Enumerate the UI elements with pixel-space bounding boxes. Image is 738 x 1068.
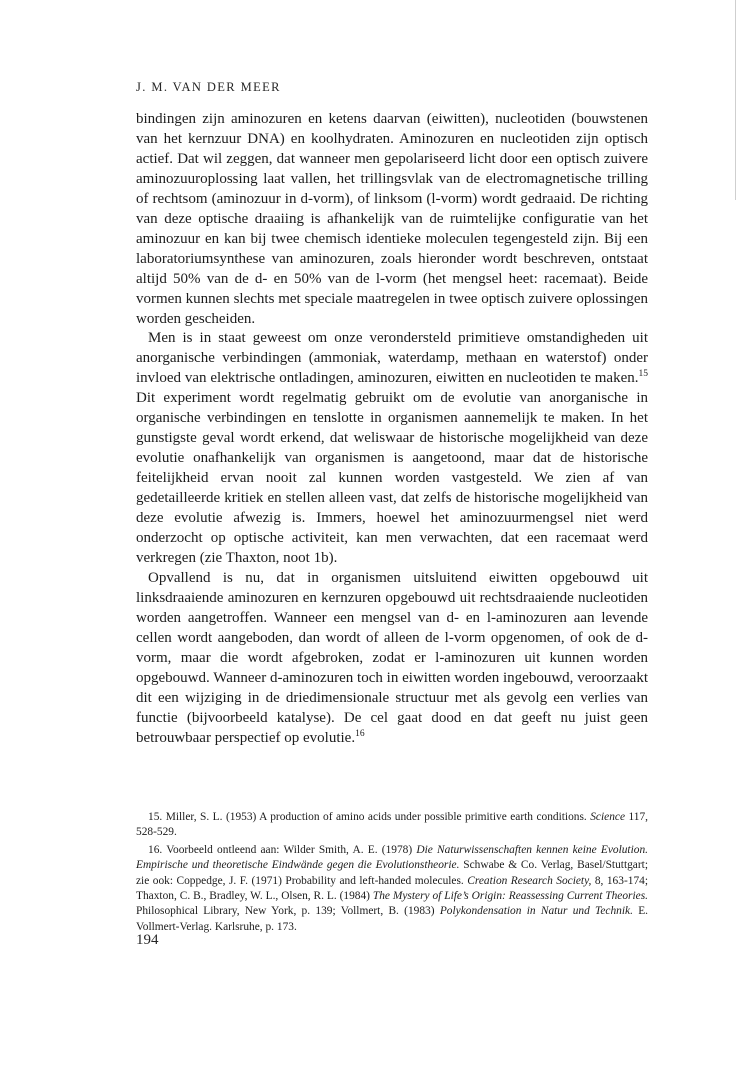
footnote-16-text-e: E. Vollmert-Verlag. Karlsruhe, p. 173. — [136, 905, 648, 933]
footnote-15-journal: Science — [590, 811, 626, 823]
footnote-ref-15[interactable]: 15 — [638, 369, 648, 380]
footnote-15-pages: 117, 528-529. — [136, 811, 648, 839]
paragraph-2-part-1: Men is in staat geweest om onze verondersteld primitieve omstandigheden uit anorganische verbindingen (ammoniak, waterdamp, methaan en waterstof) onder invloed van elektrische ontladingen, aminozuren, eiwitten en nucleotiden te maken. — [136, 330, 648, 387]
footnote-16-title-1: Die Naturwissenschaften kennen keine Evolution. Empirische und theoretische Eindwände gegen die Evolutionstheorie. — [136, 843, 648, 872]
footnotes — [136, 810, 648, 937]
footnote-16-text-a: 16. Voorbeeld ontleend aan: Wilder Smith, A. E. (1978) — [148, 843, 417, 856]
footnote-15 — [136, 810, 648, 841]
footnote-16 — [136, 843, 648, 935]
paragraph-2-part-2: Dit experiment wordt regelmatig gebruikt om de evolutie van anorganische in organische verbindingen en tenslotte in organismen aannemelijk te maken. In het gunstigste geval wordt erkend, dat weliswaar de historische mogelijkheid van deze evolutie onafhankelijk van organismen is aangetoond, maar dat de historische feitelijkheid ervan nooit zal kunnen worden vastgesteld. We zien af van gedetailleerde kritiek en stellen alleen vast, dat zelfs de historische mogelijkheid van deze evolutie afwezig is. Immers, hoewel het aminozuurmengsel niet werd onderzocht op optische activiteit, kan men verwachten, dat een racemaat werd verkregen (zie Thaxton, noot 1b). — [136, 390, 648, 566]
paragraph-3 — [136, 569, 648, 749]
paragraph-3-text: Opvallend is nu, dat in organismen uitsluitend eiwitten opgebouwd uit linksdraaiende aminozuren en kernzuren opgebouwd uit rechtsdraaiende nucleotiden worden aangetroffen. Wanneer een mengsel van d- en l-aminozuren aan levende cellen wordt aangeboden, dan wordt of alleen de l-vorm opgenomen, of ook de d-vorm, maar die wordt afgebroken, zodat er l-aminozuren uit kunnen worden opgebouwd. Wanneer d-aminozuren toch in eiwitten worden ingebouwd, veroorzaakt dit een wijziging in de driedimensionale structuur met als gevolg een verlies van functie (bijvoorbeeld katalyse). De cel gaat dood en dat geeft nu juist geen betrouwbaar perspectief op evolutie. — [136, 569, 648, 746]
paragraph-1: bindingen zijn aminozuren en ketens daarvan (eiwitten), nucleotiden (bouwstenen van het kernzuur DNA) en koolhydraten. Aminozuren en nucleotiden zijn optisch actief. Dat wil zeggen, dat wanneer men gepolariseerd licht door een optisch zuivere aminozuuroplossing laat vallen, het trillingsvlak van de electromagnetische trilling of rechtsom (aminozuur in d-vorm), of linksom (l-vorm) wordt gedraaid. De richting van deze optische draaiing is afhankelijk van de ruimtelijke configuratie van het aminozuur en kan bij twee chemisch identieke moleculen tegengesteld zijn. Bij een laboratoriumsynthese van aminozuren, zoals hieronder wordt beschreven, ontstaat altijd 50% van de d- en 50% van de l-vorm (het mengsel heet: racemaat). Beide vormen kunnen slechts met speciale maatregelen in twee optisch zuivere oplossingen worden gescheiden. — [136, 111, 648, 327]
footnote-16-text-d: Philosophical Library, New York, p. 139; Vollmert, B. (1983) — [136, 905, 440, 918]
body-text — [136, 110, 648, 749]
paragraph-2 — [136, 329, 648, 568]
running-head: J. M. VAN DER MEER — [136, 80, 281, 94]
footnote-ref-16[interactable]: 16 — [355, 728, 365, 739]
footnote-15-text: 15. Miller, S. L. (1953) A production of amino acids under possible primitive earth conditions. — [148, 811, 591, 823]
footnote-16-journal: Creation Research Society, — [467, 874, 592, 887]
footnote-16-title-2: The Mystery of Life’s Origin: Reassessing Current Theories. — [372, 890, 648, 903]
footnote-16-text-c: 8, 163-174; Thaxton, C. B., Bradley, W. L., Olsen, R. L. (1984) — [136, 874, 648, 903]
page-edge-line — [735, 0, 736, 200]
footnote-16-text-b: Schwabe & Co. Verlag, Basel/Stuttgart; zie ook: Coppedge, J. F. (1971) Probability and left-handed molecules. — [136, 859, 648, 887]
page-number: 194 — [136, 932, 159, 948]
footnote-16-title-3: Polykondensation in Natur und Technik. — [439, 905, 633, 918]
